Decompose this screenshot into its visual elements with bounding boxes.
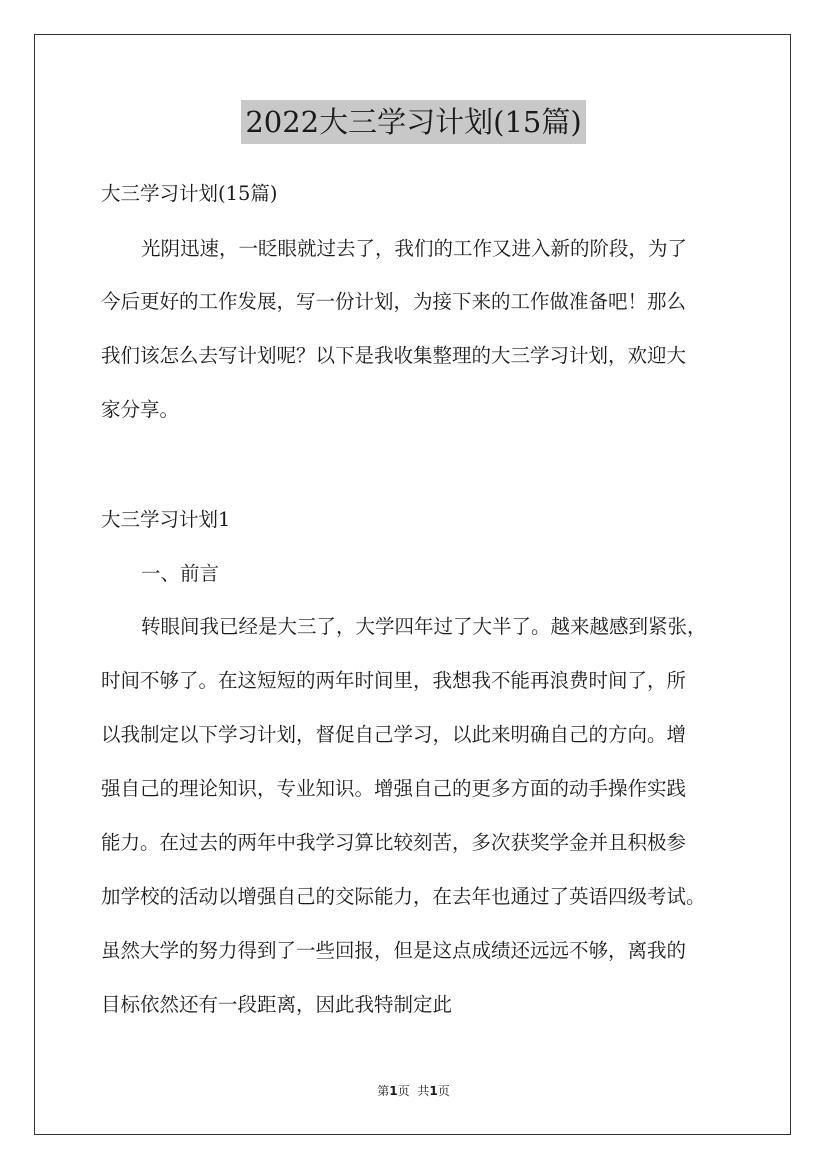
- footer-page-number: 1: [389, 1084, 398, 1098]
- body-line-4: 强自己的理论知识，专业知识。增强自己的更多方面的动手操作实践: [101, 777, 687, 800]
- document-title: 2022大三学习计划(15篇): [241, 100, 585, 144]
- subheading: 一、前言: [141, 562, 220, 585]
- body-line-1: 转眼间我已经是大三了，大学四年过了大半了。越来越感到紧张，: [141, 615, 707, 638]
- intro-line-4: 家分享。: [101, 398, 180, 421]
- body-line-8: 目标依然还有一段距离，因此我特制定此: [101, 993, 453, 1016]
- body-line-3: 以我制定以下学习计划，督促自己学习，以此来明确自己的方向。增: [101, 723, 687, 746]
- section-heading: 大三学习计划1: [101, 508, 231, 531]
- intro-line-1: 光阴迅速，一眨眼就过去了，我们的工作又进入新的阶段，为了: [141, 237, 688, 260]
- body-line-7: 虽然大学的努力得到了一些回报，但是这点成绩还远远不够，离我的: [101, 939, 687, 962]
- body-line-2: 时间不够了。在这短短的两年时间里，我想我不能再浪费时间了，所: [101, 669, 687, 692]
- footer-page-prefix: 第: [377, 1084, 390, 1098]
- intro-line-3: 我们该怎么去写计划呢？以下是我收集整理的大三学习计划，欢迎大: [101, 344, 687, 367]
- intro-line-2: 今后更好的工作发展，写一份计划，为接下来的工作做准备吧！那么: [101, 290, 687, 313]
- footer-page-suffix: 页: [397, 1084, 410, 1098]
- body-line-5: 能力。在过去的两年中我学习算比较刻苦，多次获奖学金并且积极参: [101, 831, 687, 854]
- page-footer: [0, 1083, 827, 1099]
- footer-total-prefix: 共: [417, 1084, 430, 1098]
- footer-total-number: 1: [429, 1084, 438, 1098]
- footer-total-suffix: 页: [437, 1084, 450, 1098]
- document-subtitle: 大三学习计划(15篇): [101, 182, 278, 205]
- body-line-6: 加学校的活动以增强自己的交际能力，在去年也通过了英语四级考试。: [101, 885, 706, 908]
- title-container: [0, 100, 827, 144]
